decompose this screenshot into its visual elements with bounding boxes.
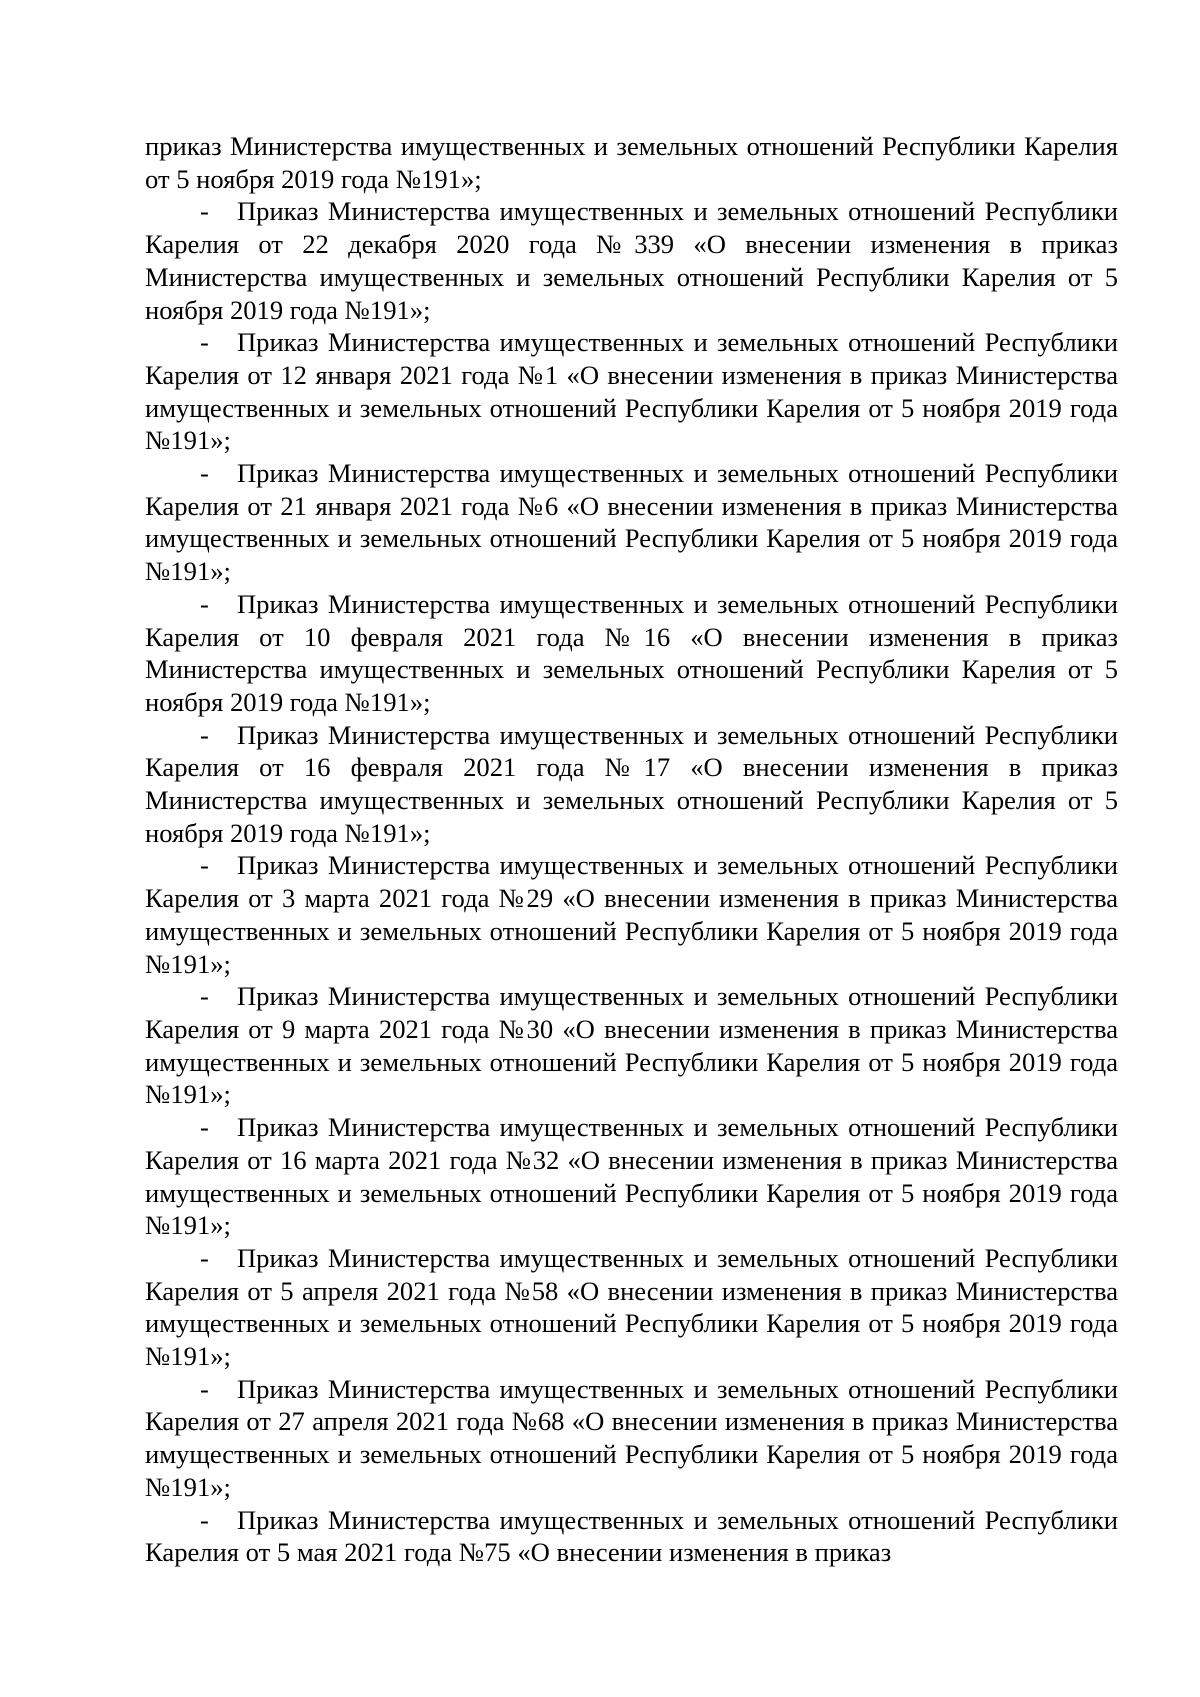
- list-item: - Приказ Министерства имущественных и земельных отношений Республики Карелия от 5 мая 2021 года №75 «О внесении изменения в приказ: [145, 1504, 1118, 1569]
- list-item: - Приказ Министерства имущественных и земельных отношений Республики Карелия от 16 февраля 2021 года №17 «О внесении изменения в приказ Министерства имущественных и земельных отношений Республики Карелия от 5 ноября 2019 года №191»;: [145, 719, 1118, 850]
- document-page: [145, 130, 1118, 1569]
- continuation-paragraph: приказ Министерства имущественных и земельных отношений Республики Карелия от 5 ноября 2019 года №191»;: [145, 131, 1118, 194]
- list-item: - Приказ Министерства имущественных и земельных отношений Республики Карелия от 27 апреля 2021 года №68 «О внесении изменения в приказ Министерства имущественных и земельных отношений Республики Карелия от 5 ноября 2019 года №191»;: [145, 1373, 1118, 1504]
- list-item: - Приказ Министерства имущественных и земельных отношений Республики Карелия от 5 апреля 2021 года №58 «О внесении изменения в приказ Министерства имущественных и земельных отношений Республики Карелия от 5 ноября 2019 года №191»;: [145, 1242, 1118, 1373]
- list-item: - Приказ Министерства имущественных и земельных отношений Республики Карелия от 10 февраля 2021 года №16 «О внесении изменения в приказ Министерства имущественных и земельных отношений Республики Карелия от 5 ноября 2019 года №191»;: [145, 588, 1118, 719]
- list-item: - Приказ Министерства имущественных и земельных отношений Республики Карелия от 21 января 2021 года №6 «О внесении изменения в приказ Министерства имущественных и земельных отношений Республики Карелия от 5 ноября 2019 года №191»;: [145, 457, 1118, 588]
- list-item: - Приказ Министерства имущественных и земельных отношений Республики Карелия от 3 марта 2021 года №29 «О внесении изменения в приказ Министерства имущественных и земельных отношений Республики Карелия от 5 ноября 2019 года №191»;: [145, 849, 1118, 980]
- list-item: - Приказ Министерства имущественных и земельных отношений Республики Карелия от 9 марта 2021 года №30 «О внесении изменения в приказ Министерства имущественных и земельных отношений Республики Карелия от 5 ноября 2019 года №191»;: [145, 980, 1118, 1111]
- list-item: - Приказ Министерства имущественных и земельных отношений Республики Карелия от 16 марта 2021 года №32 «О внесении изменения в приказ Министерства имущественных и земельных отношений Республики Карелия от 5 ноября 2019 года №191»;: [145, 1111, 1118, 1242]
- list-item: - Приказ Министерства имущественных и земельных отношений Республики Карелия от 22 декабря 2020 года №339 «О внесении изменения в приказ Министерства имущественных и земельных отношений Республики Карелия от 5 ноября 2019 года №191»;: [145, 195, 1118, 326]
- list-item: - Приказ Министерства имущественных и земельных отношений Республики Карелия от 12 января 2021 года №1 «О внесении изменения в приказ Министерства имущественных и земельных отношений Республики Карелия от 5 ноября 2019 года №191»;: [145, 326, 1118, 457]
